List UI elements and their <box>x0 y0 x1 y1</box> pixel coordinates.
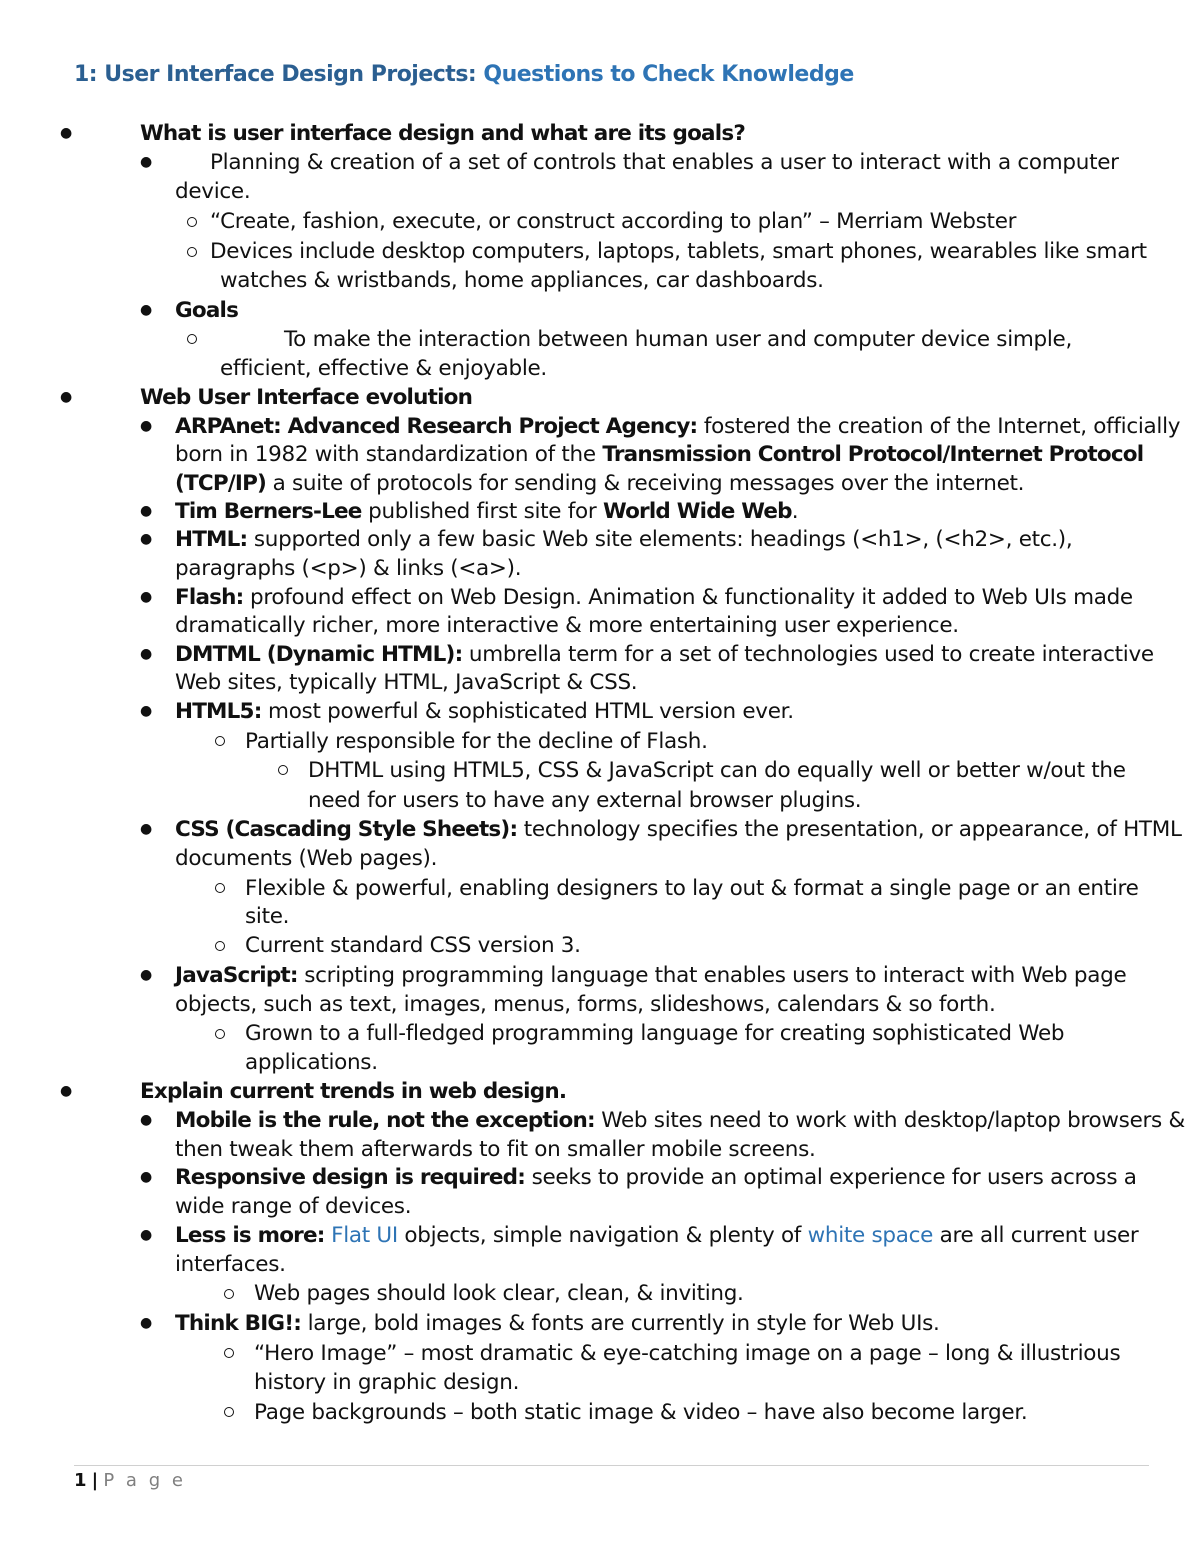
bullet-icon: ● <box>140 531 152 547</box>
bullet-icon: ● <box>140 1315 152 1331</box>
bullet-icon: ● <box>60 389 72 405</box>
text-line: wide range of devices. <box>175 1194 412 1219</box>
text-line: Mobile is the rule, not the exception: Web sites need to work with desktop/laptop browsers & <box>175 1108 1185 1133</box>
text-line: (TCP/IP) a suite of protocols for sending & receiving messages over the internet. <box>175 471 1025 496</box>
footer-divider <box>74 1465 1149 1466</box>
text-line: DHTML using HTML5, CSS & JavaScript can do equally well or better w/out the <box>308 758 1126 783</box>
text-line: objects, such as text, images, menus, forms, slideshows, calendars & so forth. <box>175 992 996 1017</box>
bullet-icon: ● <box>140 1112 152 1128</box>
section-heading: What is user interface design and what are its goals? <box>140 121 745 146</box>
footer-separator: | <box>91 1470 98 1491</box>
text-line: HTML5: most powerful & sophisticated HTML version ever. <box>175 699 794 724</box>
bullet-icon: ● <box>140 503 152 519</box>
text-line: CSS (Cascading Style Sheets): technology specifies the presentation, or appearance, of HTML <box>175 817 1182 842</box>
bullet-icon: ● <box>140 302 152 318</box>
text-line: Web sites, typically HTML, JavaScript & CSS. <box>175 670 638 695</box>
bullet-icon: ● <box>140 821 152 837</box>
circle-bullet-icon <box>215 941 225 951</box>
text-line: Partially responsible for the decline of Flash. <box>245 729 708 754</box>
text-line: history in graphic design. <box>254 1370 520 1395</box>
text-line: ARPAnet: Advanced Research Project Agency: fostered the creation of the Internet, officially <box>175 414 1181 439</box>
page-number: 1 <box>74 1470 87 1491</box>
bullet-icon: ● <box>140 703 152 719</box>
text-line: site. <box>245 904 290 929</box>
text-line: Web pages should look clear, clean, & inviting. <box>254 1281 744 1306</box>
text-line: born in 1982 with standardization of the Transmission Control Protocol/Internet Protocol <box>175 442 1144 467</box>
text-line: Think BIG!: large, bold images & fonts are currently in style for Web UIs. <box>175 1311 940 1336</box>
text-line: Less is more: Flat UI objects, simple navigation & plenty of white space are all current user <box>175 1223 1139 1248</box>
circle-bullet-icon <box>215 883 225 893</box>
text-line: Planning & creation of a set of controls that enables a user to interact with a computer <box>210 150 1119 175</box>
bullet-icon: ● <box>60 1083 72 1099</box>
bullet-icon: ● <box>140 1169 152 1185</box>
text-line: Grown to a full-fledged programming language for creating sophisticated Web <box>245 1021 1065 1046</box>
text-line: watches & wristbands, home appliances, car dashboards. <box>220 268 824 293</box>
bullet-icon: ● <box>140 1227 152 1243</box>
section-heading: Explain current trends in web design. <box>140 1079 567 1104</box>
text-line: device. <box>175 179 251 204</box>
text-line: interfaces. <box>175 1252 286 1277</box>
text-line: Responsive design is required: seeks to provide an optimal experience for users across a <box>175 1165 1137 1190</box>
text-line: Tim Berners-Lee published first site for World Wide Web. <box>175 499 799 524</box>
text-line: DMTML (Dynamic HTML): umbrella term for a set of technologies used to create interactive <box>175 642 1154 667</box>
circle-bullet-icon <box>224 1348 234 1358</box>
circle-bullet-icon <box>187 217 197 227</box>
text-line: paragraphs (<p>) & links (<a>). <box>175 556 522 581</box>
text-line: documents (Web pages). <box>175 846 438 871</box>
text-line: dramatically richer, more interactive & more entertaining user experience. <box>175 613 959 638</box>
circle-bullet-icon <box>224 1407 234 1417</box>
page-label: P a g e <box>103 1470 186 1491</box>
text-line: Page backgrounds – both static image & video – have also become larger. <box>254 1400 1028 1425</box>
circle-bullet-icon <box>278 765 288 775</box>
text-line: HTML: supported only a few basic Web site elements: headings (<h1>, (<h2>, etc.), <box>175 527 1073 552</box>
circle-bullet-icon <box>215 736 225 746</box>
bullet-icon: ● <box>140 967 152 983</box>
text-line: applications. <box>245 1050 378 1075</box>
subheading: Goals <box>175 298 239 323</box>
bullet-icon: ● <box>140 154 152 170</box>
text-line: Current standard CSS version 3. <box>245 933 581 958</box>
text-line: efficient, effective & enjoyable. <box>220 356 547 381</box>
text-line: “Hero Image” – most dramatic & eye-catching image on a page – long & illustrious <box>254 1341 1121 1366</box>
circle-bullet-icon <box>187 247 197 257</box>
text-line: need for users to have any external browser plugins. <box>308 788 862 813</box>
bullet-icon: ● <box>140 589 152 605</box>
page-title: 1: User Interface Design Projects: Questions to Check Knowledge <box>74 62 854 87</box>
flat-ui-link[interactable]: Flat UI <box>331 1223 398 1248</box>
page-footer <box>74 1470 186 1491</box>
text-line: To make the interaction between human user and computer device simple, <box>284 327 1072 352</box>
text-line: “Create, fashion, execute, or construct according to plan” – Merriam Webster <box>210 209 1017 234</box>
text-line: Flash: profound effect on Web Design. Animation & functionality it added to Web UIs made <box>175 585 1133 610</box>
text-line: JavaScript: scripting programming language that enables users to interact with Web page <box>175 963 1127 988</box>
section-heading: Web User Interface evolution <box>140 385 473 410</box>
text-line: Flexible & powerful, enabling designers to lay out & format a single page or an entire <box>245 876 1139 901</box>
bullet-icon: ● <box>60 125 72 141</box>
text-line: then tweak them afterwards to fit on smaller mobile screens. <box>175 1137 816 1162</box>
bullet-icon: ● <box>140 418 152 434</box>
bullet-icon: ● <box>140 646 152 662</box>
circle-bullet-icon <box>215 1029 225 1039</box>
circle-bullet-icon <box>187 334 197 344</box>
circle-bullet-icon <box>224 1289 234 1299</box>
white-space-link[interactable]: white space <box>807 1223 934 1248</box>
text-line: Devices include desktop computers, laptops, tablets, smart phones, wearables like smart <box>210 239 1147 264</box>
